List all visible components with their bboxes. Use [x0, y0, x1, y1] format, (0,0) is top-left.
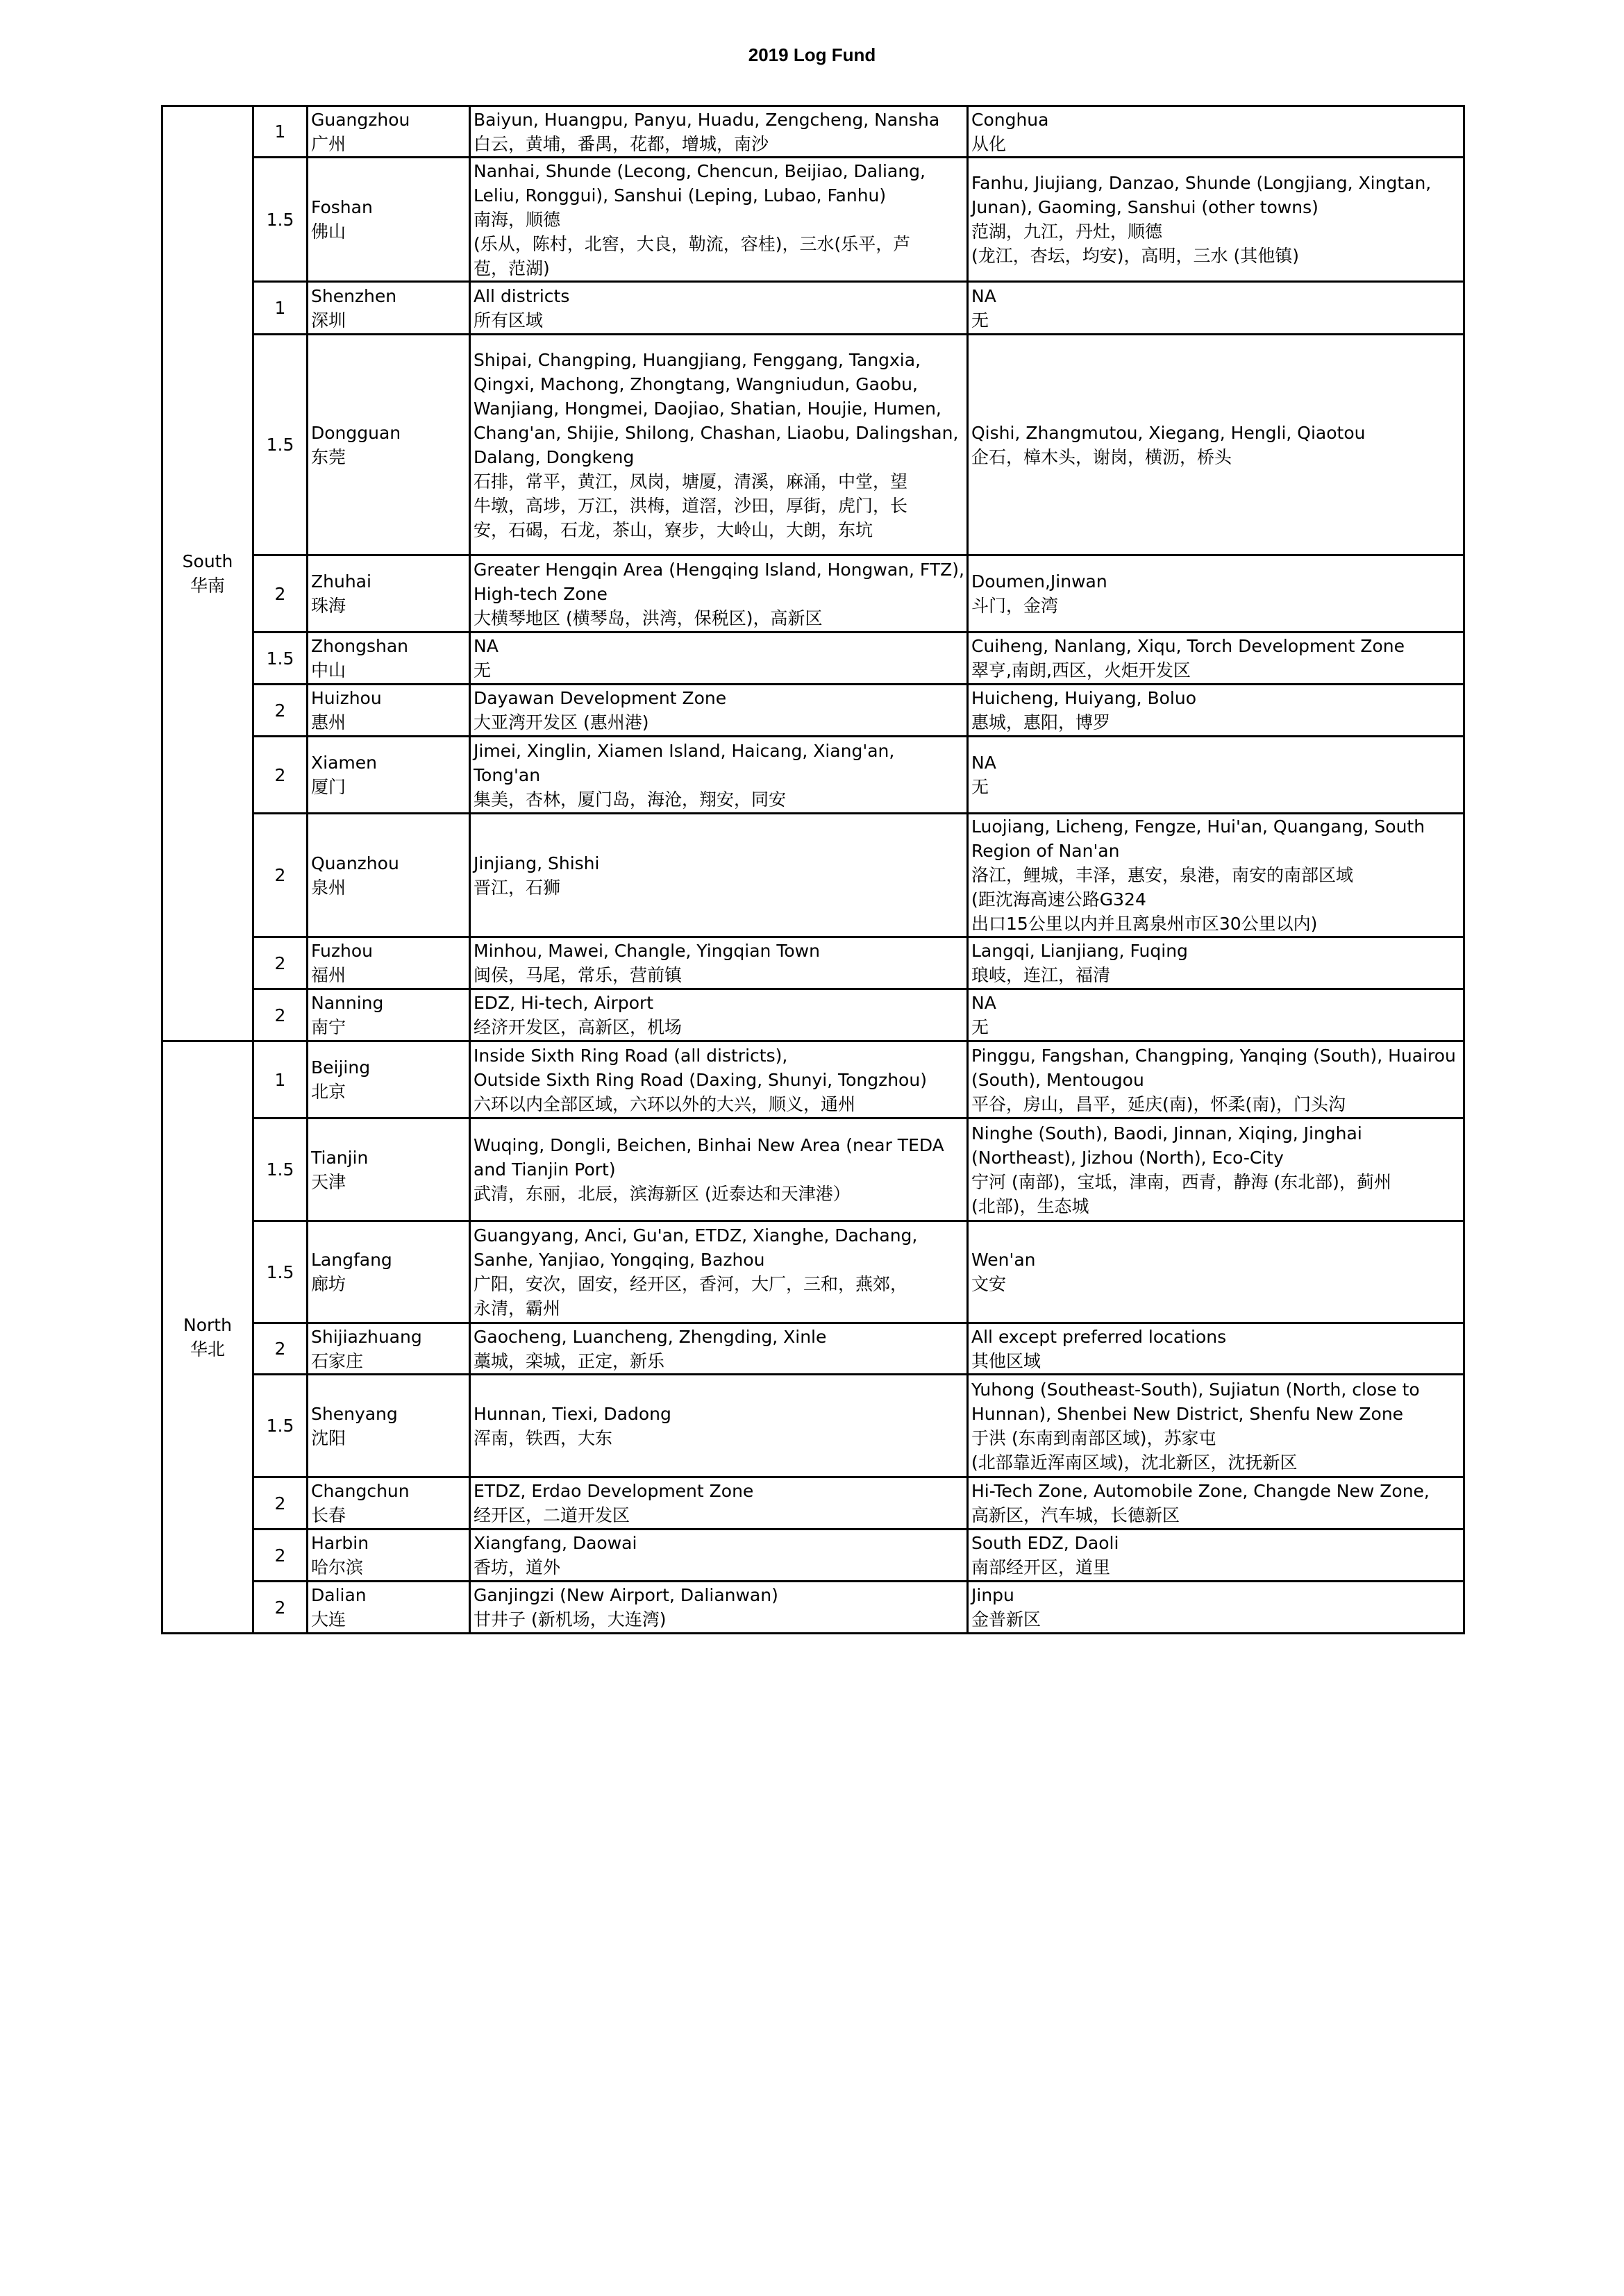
primary-areas-line: 石排，常平，黄江，凤岗，塘厦，清溪，麻涌，中堂，望 — [474, 471, 908, 492]
secondary-areas-cell — [968, 335, 1464, 555]
primary-areas-cell — [470, 106, 968, 158]
primary-areas-line: Inside Sixth Ring Road (all districts), — [474, 1045, 788, 1066]
primary-areas-line: 甘井子 (新机场，大连湾) — [474, 1609, 667, 1629]
table-row — [162, 814, 1464, 937]
city-name: Zhongshan — [311, 636, 409, 656]
city-name: 北京 — [311, 1082, 346, 1102]
city-name: Langfang — [311, 1250, 392, 1270]
city-name: Dalian — [311, 1585, 367, 1605]
city-cell — [308, 814, 470, 937]
secondary-areas-line: South EDZ, Daoli — [971, 1533, 1119, 1553]
primary-areas-line: Guangyang, Anci, Gu'an, ETDZ, Xianghe, Dachang, — [474, 1225, 918, 1246]
secondary-areas-line: (距沈海高速公路G324 — [971, 889, 1146, 910]
secondary-areas-cell — [968, 1118, 1464, 1221]
primary-areas-line: Wuqing, Dongli, Beichen, Binhai New Area (near TEDA — [474, 1135, 944, 1155]
fund-value-cell: 1.5 — [253, 335, 308, 555]
city-name: Shijiazhuang — [311, 1326, 422, 1347]
city-name: 佛山 — [311, 221, 346, 242]
secondary-areas-line: 出口15公里以内并且离泉州市区30公里以内) — [971, 914, 1318, 934]
primary-areas-line: 白云，黄埔，番禺，花都，增城，南沙 — [474, 133, 769, 154]
primary-areas-line: 永清，霸州 — [474, 1298, 561, 1318]
city-name: Quanzhou — [311, 853, 399, 873]
table-row — [162, 1118, 1464, 1221]
table-row — [162, 1582, 1464, 1634]
primary-areas-cell — [470, 335, 968, 555]
primary-areas-line: High-tech Zone — [474, 583, 608, 604]
table-row — [162, 106, 1464, 158]
city-name: 厦门 — [311, 777, 346, 797]
secondary-areas-cell — [968, 106, 1464, 158]
fund-value-cell: 1.5 — [253, 632, 308, 685]
secondary-areas-line: Ninghe (South), Baodi, Jinnan, Xiqing, Jinghai — [971, 1123, 1362, 1143]
primary-areas-line: Jinjiang, Shishi — [474, 853, 600, 873]
primary-areas-line: Ganjingzi (New Airport, Dalianwan) — [474, 1585, 778, 1605]
city-name: 长春 — [311, 1505, 346, 1525]
primary-areas-line: 南海，顺德 — [474, 209, 561, 230]
secondary-areas-cell — [968, 814, 1464, 937]
primary-areas-line: Baiyun, Huangpu, Panyu, Huadu, Zengcheng, Nansha — [474, 109, 940, 130]
secondary-areas-line: 文安 — [971, 1274, 1007, 1294]
secondary-areas-line: Jinpu — [971, 1585, 1014, 1605]
secondary-areas-line: NA — [971, 993, 996, 1013]
table-row — [162, 1477, 1464, 1530]
city-name: Shenzhen — [311, 285, 397, 306]
primary-areas-line: NA — [474, 636, 499, 656]
city-name: Beijing — [311, 1057, 371, 1078]
secondary-areas-line: Luojiang, Licheng, Fengze, Hui'an, Quangang, South — [971, 816, 1425, 837]
city-name: 石家庄 — [311, 1350, 364, 1371]
city-name: 深圳 — [311, 310, 346, 330]
secondary-areas-cell — [968, 555, 1464, 632]
secondary-areas-cell — [968, 1323, 1464, 1375]
city-name: Nanning — [311, 993, 384, 1013]
secondary-areas-line: (龙江，杏坛，均安)，高明，三水 (其他镇) — [971, 246, 1299, 266]
city-cell — [308, 1118, 470, 1221]
table-row — [162, 1530, 1464, 1582]
primary-areas-cell — [470, 814, 968, 937]
secondary-areas-cell — [968, 1582, 1464, 1634]
city-cell — [308, 282, 470, 335]
primary-areas-line: (乐从，陈村，北窖，大良，勒流，容桂)，三水(乐平，芦 — [474, 233, 911, 254]
secondary-areas-line: Pinggu, Fangshan, Changping, Yanqing (South), Huairou — [971, 1045, 1456, 1066]
fund-value-cell: 2 — [253, 937, 308, 989]
secondary-areas-cell — [968, 685, 1464, 737]
primary-areas-cell — [470, 1041, 968, 1118]
primary-areas-cell — [470, 282, 968, 335]
secondary-areas-line: 企石，樟木头，谢岗，横沥，桥头 — [971, 446, 1232, 467]
primary-areas-line: Chang'an, Shijie, Shilong, Chashan, Liaobu, Dalingshan, — [474, 422, 959, 443]
secondary-areas-line: 从化 — [971, 133, 1007, 154]
primary-areas-cell — [470, 158, 968, 282]
primary-areas-line: 六环以内全部区域，六环以外的大兴，顺义，通州 — [474, 1093, 856, 1114]
city-name: Huizhou — [311, 688, 382, 708]
secondary-areas-cell — [968, 1477, 1464, 1530]
primary-areas-line: 经济开发区，高新区，机场 — [474, 1017, 683, 1037]
primary-areas-cell — [470, 632, 968, 685]
primary-areas-line: 藁城，栾城，正定，新乐 — [474, 1350, 665, 1371]
primary-areas-cell — [470, 555, 968, 632]
city-cell — [308, 555, 470, 632]
table-row — [162, 1375, 1464, 1477]
primary-areas-line: 牛墩，高埗，万江，洪梅，道滘，沙田，厚街，虎门，长 — [474, 495, 908, 516]
region-cell — [162, 106, 253, 1041]
secondary-areas-line: Junan), Gaoming, Sanshui (other towns) — [971, 197, 1319, 217]
city-name: 东莞 — [311, 446, 346, 467]
primary-areas-line: 集美，杏林，厦门岛，海沧，翔安，同安 — [474, 789, 787, 810]
table-row — [162, 158, 1464, 282]
city-name: Tianjin — [311, 1147, 369, 1168]
primary-areas-line: Xiangfang, Daowai — [474, 1533, 637, 1553]
city-name: Dongguan — [311, 422, 401, 443]
city-cell — [308, 937, 470, 989]
city-name: Fuzhou — [311, 941, 373, 961]
fund-value-cell: 1.5 — [253, 1118, 308, 1221]
primary-areas-cell — [470, 1118, 968, 1221]
city-name: 天津 — [311, 1171, 346, 1192]
primary-areas-line: Gaocheng, Luancheng, Zhengding, Xinle — [474, 1326, 827, 1347]
secondary-areas-cell — [968, 632, 1464, 685]
secondary-areas-cell — [968, 158, 1464, 282]
primary-areas-cell — [470, 1221, 968, 1323]
fund-value-cell: 2 — [253, 1477, 308, 1530]
region-name: 华南 — [190, 576, 225, 596]
primary-areas-line: Hunnan, Tiexi, Dadong — [474, 1403, 671, 1424]
primary-areas-line: 大横琴地区 (横琴岛，洪湾，保税区)，高新区 — [474, 607, 823, 628]
secondary-areas-line: 其他区域 — [971, 1350, 1041, 1371]
secondary-areas-line: 南部经开区，道里 — [971, 1557, 1111, 1577]
city-cell — [308, 632, 470, 685]
region-name: 华北 — [190, 1339, 225, 1359]
secondary-areas-line: Qishi, Zhangmutou, Xiegang, Hengli, Qiaotou — [971, 422, 1366, 443]
secondary-areas-line: Hunnan), Shenbei New District, Shenfu New Zone — [971, 1403, 1404, 1424]
city-cell — [308, 1323, 470, 1375]
secondary-areas-cell — [968, 282, 1464, 335]
primary-areas-line: Sanhe, Yanjiao, Yongqing, Bazhou — [474, 1250, 765, 1270]
secondary-areas-line: 洛江，鲤城，丰泽，惠安，泉港，南安的南部区域 — [971, 865, 1354, 885]
city-name: Zhuhai — [311, 571, 371, 592]
secondary-areas-cell — [968, 737, 1464, 814]
secondary-areas-line: 平谷，房山，昌平，延庆(南)，怀柔(南)，门头沟 — [971, 1093, 1346, 1114]
city-cell — [308, 158, 470, 282]
secondary-areas-line: 斗门，金湾 — [971, 596, 1059, 616]
secondary-areas-line: Langqi, Lianjiang, Fuqing — [971, 941, 1188, 961]
city-name: 泉州 — [311, 877, 346, 898]
city-name: Changchun — [311, 1481, 410, 1501]
fund-value-cell: 2 — [253, 814, 308, 937]
secondary-areas-line: 于洪 (东南到南部区域)，苏家屯 — [971, 1427, 1216, 1448]
log-fund-table — [161, 105, 1465, 1634]
primary-areas-line: 大亚湾开发区 (惠州港) — [474, 712, 649, 732]
primary-areas-line: Dayawan Development Zone — [474, 688, 727, 708]
city-name: Xiamen — [311, 753, 377, 773]
secondary-areas-line: 范湖，九江，丹灶，顺德 — [971, 221, 1163, 242]
table-row — [162, 282, 1464, 335]
table-row — [162, 555, 1464, 632]
region-name: South — [182, 551, 233, 571]
log-fund-table-body — [162, 106, 1464, 1634]
secondary-areas-line: Region of Nan'an — [971, 841, 1120, 861]
city-name: Harbin — [311, 1533, 369, 1553]
primary-areas-line: 香坊，道外 — [474, 1557, 561, 1577]
secondary-areas-line: Wen'an — [971, 1250, 1036, 1270]
city-name: Guangzhou — [311, 109, 410, 130]
primary-areas-line: 浑南，铁西，大东 — [474, 1427, 613, 1448]
primary-areas-line: Minhou, Mawei, Changle, Yingqian Town — [474, 941, 820, 961]
fund-value-cell: 1.5 — [253, 1221, 308, 1323]
primary-areas-line: 闽侯，马尾，常乐，营前镇 — [474, 965, 683, 985]
primary-areas-line: 安，石碣，石龙，茶山，寮步，大岭山，大朗，东坑 — [474, 519, 873, 540]
primary-areas-cell — [470, 1582, 968, 1634]
primary-areas-line: and Tianjin Port) — [474, 1159, 616, 1180]
primary-areas-line: Wanjiang, Hongmei, Daojiao, Shatian, Houjie, Humen, — [474, 398, 941, 419]
region-name: North — [183, 1315, 232, 1335]
fund-value-cell: 2 — [253, 1323, 308, 1375]
secondary-areas-line: 宁河 (南部)，宝坻，津南，西青，静海 (东北部)，蓟州 — [971, 1171, 1391, 1192]
primary-areas-line: 武清，东丽，北辰，滨海新区 (近泰达和天津港） — [474, 1184, 851, 1204]
secondary-areas-line: 琅岐，连江，福清 — [971, 965, 1111, 985]
primary-areas-cell — [470, 937, 968, 989]
secondary-areas-line: Fanhu, Jiujiang, Danzao, Shunde (Longjiang, Xingtan, — [971, 173, 1432, 193]
secondary-areas-cell — [968, 989, 1464, 1041]
secondary-areas-line: 金普新区 — [971, 1609, 1041, 1629]
city-cell — [308, 989, 470, 1041]
secondary-areas-line: 无 — [971, 1017, 989, 1037]
primary-areas-line: 晋江，石狮 — [474, 877, 561, 898]
primary-areas-line: 经开区，二道开发区 — [474, 1505, 630, 1525]
fund-value-cell: 2 — [253, 555, 308, 632]
table-row — [162, 335, 1464, 555]
table-row — [162, 632, 1464, 685]
secondary-areas-line: (Northeast), Jizhou (North), Eco-City — [971, 1147, 1284, 1168]
table-row — [162, 685, 1464, 737]
city-name: 福州 — [311, 965, 346, 985]
city-name: 廊坊 — [311, 1274, 346, 1294]
city-cell — [308, 685, 470, 737]
city-name: 珠海 — [311, 596, 346, 616]
primary-areas-line: Nanhai, Shunde (Lecong, Chencun, Beijiao, Daliang, — [474, 160, 926, 181]
primary-areas-line: Shipai, Changping, Huangjiang, Fenggang, Tangxia, — [474, 349, 921, 370]
city-name: 沈阳 — [311, 1427, 346, 1448]
secondary-areas-line: 翠亨,南朗,西区，火炬开发区 — [971, 660, 1191, 680]
city-cell — [308, 737, 470, 814]
page-title: 2019 Log Fund — [748, 44, 876, 65]
table-row — [162, 1323, 1464, 1375]
city-name: Foshan — [311, 197, 373, 217]
primary-areas-cell — [470, 989, 968, 1041]
secondary-areas-line: Yuhong (Southeast-South), Sujiatun (North, close to — [971, 1379, 1420, 1400]
city-name: Shenyang — [311, 1403, 398, 1424]
primary-areas-line: All districts — [474, 285, 570, 306]
primary-areas-line: Qingxi, Machong, Zhongtang, Wangniudun, Gaobu, — [474, 374, 918, 394]
city-cell — [308, 1582, 470, 1634]
city-name: 南宁 — [311, 1017, 346, 1037]
city-cell — [308, 1530, 470, 1582]
primary-areas-cell — [470, 737, 968, 814]
secondary-areas-line: All except preferred locations — [971, 1326, 1227, 1347]
table-row — [162, 989, 1464, 1041]
primary-areas-cell — [470, 1375, 968, 1477]
city-name: 中山 — [311, 660, 346, 680]
fund-value-cell: 1 — [253, 1041, 308, 1118]
primary-areas-line: Dalang, Dongkeng — [474, 446, 635, 467]
fund-value-cell: 2 — [253, 1582, 308, 1634]
primary-areas-line: 所有区域 — [474, 310, 544, 330]
city-name: 大连 — [311, 1609, 346, 1629]
fund-value-cell: 1.5 — [253, 158, 308, 282]
secondary-areas-line: 无 — [971, 310, 989, 330]
secondary-areas-cell — [968, 1375, 1464, 1477]
table-row — [162, 937, 1464, 989]
secondary-areas-line: (北部)，生态城 — [971, 1196, 1089, 1216]
city-cell — [308, 106, 470, 158]
secondary-areas-line: Huicheng, Huiyang, Boluo — [971, 688, 1197, 708]
fund-value-cell: 1 — [253, 106, 308, 158]
table-row — [162, 1041, 1464, 1118]
secondary-areas-line: NA — [971, 753, 996, 773]
secondary-areas-cell — [968, 1530, 1464, 1582]
city-cell — [308, 1041, 470, 1118]
secondary-areas-cell — [968, 1041, 1464, 1118]
city-cell — [308, 1477, 470, 1530]
city-name: 惠州 — [311, 712, 346, 732]
secondary-areas-line: 高新区，汽车城，长德新区 — [971, 1505, 1180, 1525]
secondary-areas-line: NA — [971, 285, 996, 306]
secondary-areas-line: 无 — [971, 777, 989, 797]
primary-areas-line: 苞，范湖) — [474, 258, 550, 278]
primary-areas-line: ETDZ, Erdao Development Zone — [474, 1481, 754, 1501]
fund-value-cell: 2 — [253, 685, 308, 737]
primary-areas-line: EDZ, Hi-tech, Airport — [474, 993, 654, 1013]
fund-value-cell: 2 — [253, 1530, 308, 1582]
table-row — [162, 1221, 1464, 1323]
city-cell — [308, 1375, 470, 1477]
primary-areas-line: 无 — [474, 660, 492, 680]
city-name: 广州 — [311, 133, 346, 154]
fund-value-cell: 1.5 — [253, 1375, 308, 1477]
primary-areas-line: Tong'an — [474, 764, 541, 785]
primary-areas-line: Outside Sixth Ring Road (Daxing, Shunyi, Tongzhou) — [474, 1069, 927, 1090]
city-cell — [308, 1221, 470, 1323]
primary-areas-cell — [470, 1530, 968, 1582]
region-cell — [162, 1041, 253, 1634]
secondary-areas-cell — [968, 937, 1464, 989]
secondary-areas-line: Hi-Tech Zone, Automobile Zone, Changde New Zone, — [971, 1481, 1430, 1501]
primary-areas-line: 广阳，安次，固安，经开区，香河，大厂，三和，燕郊， — [474, 1274, 908, 1294]
city-name: 哈尔滨 — [311, 1557, 364, 1577]
primary-areas-cell — [470, 1323, 968, 1375]
fund-value-cell: 1 — [253, 282, 308, 335]
city-cell — [308, 335, 470, 555]
secondary-areas-cell — [968, 1221, 1464, 1323]
fund-value-cell: 2 — [253, 737, 308, 814]
secondary-areas-line: Doumen,Jinwan — [971, 571, 1107, 592]
primary-areas-line: Jimei, Xinglin, Xiamen Island, Haicang, Xiang'an, — [474, 740, 895, 761]
primary-areas-cell — [470, 685, 968, 737]
fund-value-cell: 2 — [253, 989, 308, 1041]
primary-areas-cell — [470, 1477, 968, 1530]
table-row — [162, 737, 1464, 814]
primary-areas-line: Greater Hengqin Area (Hengqing Island, Hongwan, FTZ), — [474, 559, 964, 580]
secondary-areas-line: (北部靠近浑南区域)，沈北新区，沈抚新区 — [971, 1452, 1298, 1473]
secondary-areas-line: 惠城，惠阳，博罗 — [971, 712, 1111, 732]
secondary-areas-line: Conghua — [971, 109, 1049, 130]
secondary-areas-line: Cuiheng, Nanlang, Xiqu, Torch Development Zone — [971, 636, 1405, 656]
primary-areas-line: Leliu, Ronggui), Sanshui (Leping, Lubao, Fanhu) — [474, 185, 887, 206]
secondary-areas-line: (South), Mentougou — [971, 1069, 1144, 1090]
